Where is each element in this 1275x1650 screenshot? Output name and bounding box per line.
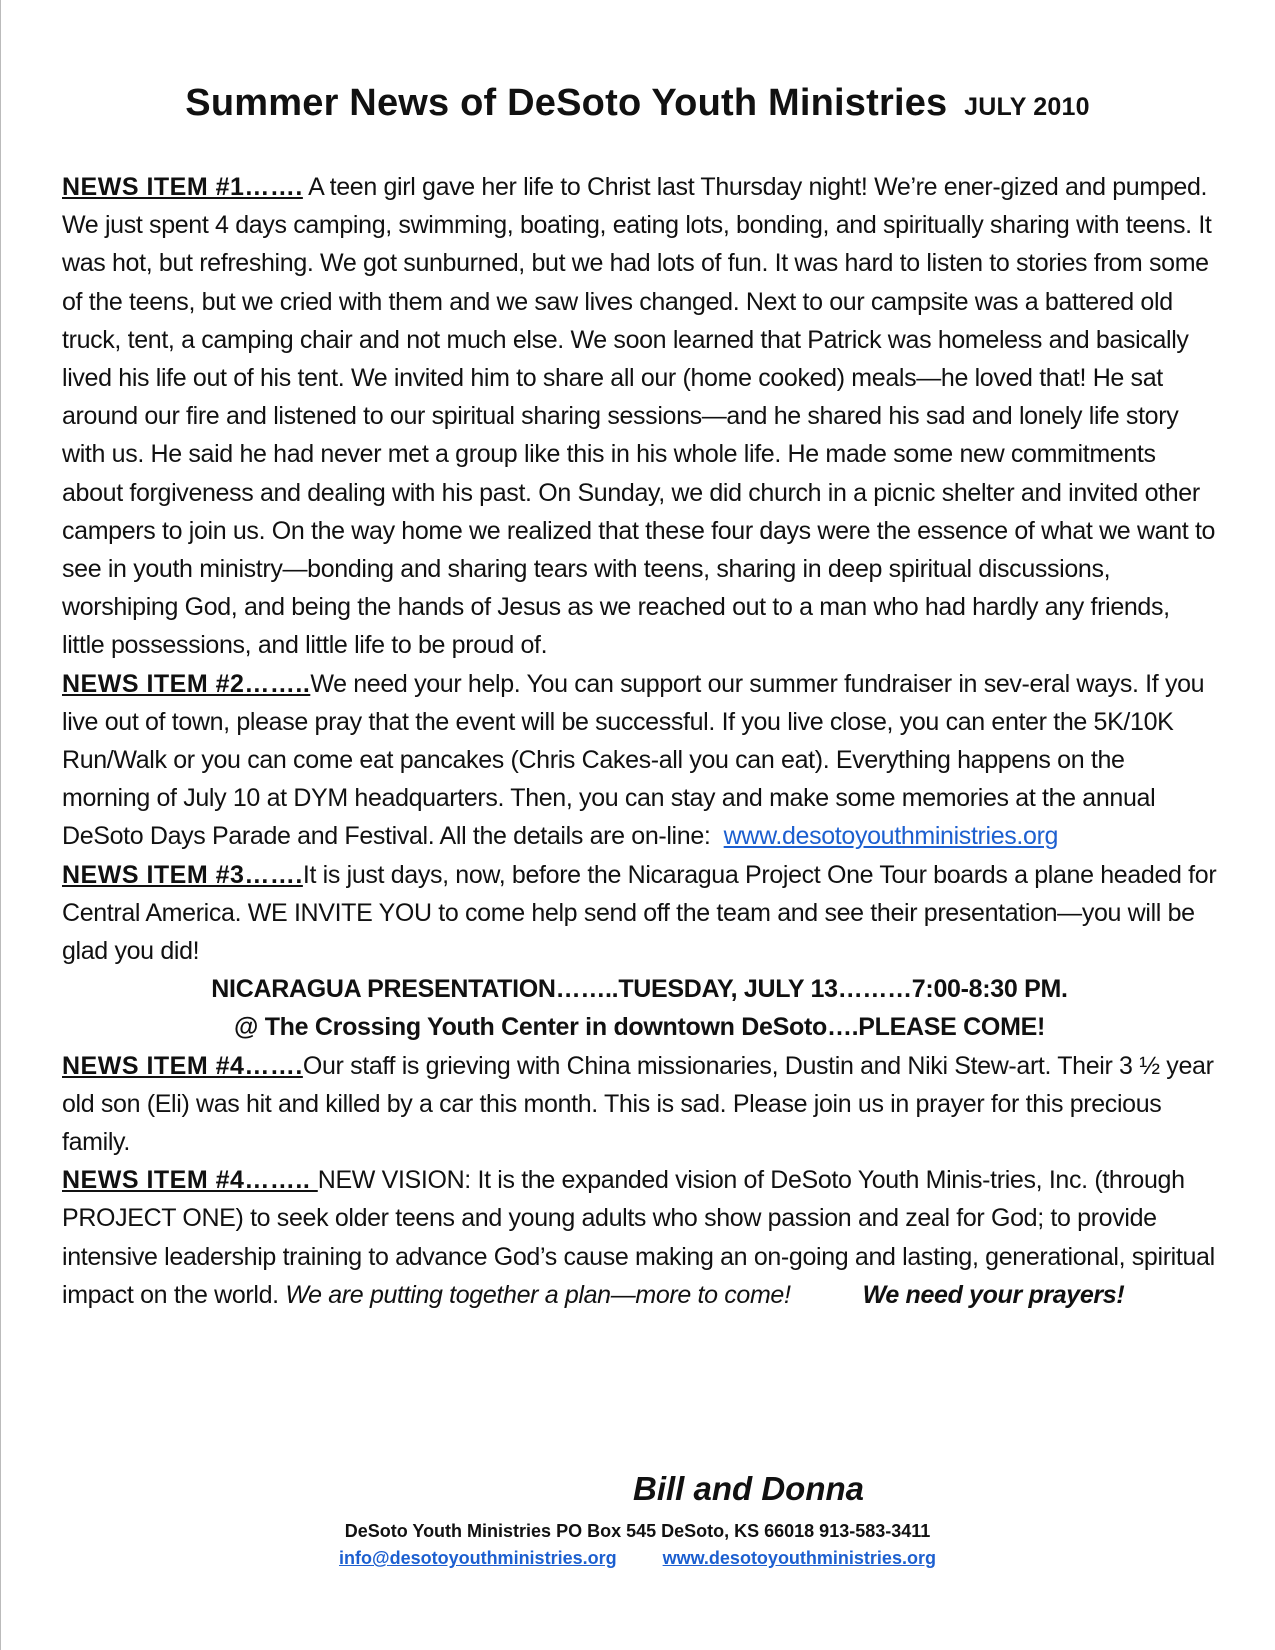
footer	[0, 1518, 1275, 1572]
news-item-5-label: NEWS ITEM #4……..	[62, 1166, 318, 1195]
title-date: JULY 2010	[964, 93, 1090, 121]
page-title	[0, 82, 1275, 125]
news-item-3	[62, 856, 1217, 971]
news-item-3-label: NEWS ITEM #3…….	[62, 860, 303, 889]
news-item-1-label: NEWS ITEM #1…….	[62, 173, 303, 201]
news-item-4-text: Our staff is grieving with China missionaries, Dustin and Niki Stew-art. Their 3 ½ year old son (Eli) was hit and killed by a car this month. This is sad. Please join us in prayer for this precious family.	[62, 1051, 1214, 1157]
footer-website-link[interactable]: www.desotoyouthministries.org	[662, 1548, 936, 1568]
news-item-2-label: NEWS ITEM #2……..	[62, 669, 311, 698]
event-line-1: NICARAGUA PRESENTATION……..TUESDAY, JULY 13………7:00-8:30 PM.	[211, 975, 1068, 1004]
event-line-2: @ The Crossing Youth Center in downtown DeSoto….PLEASE COME!	[233, 1013, 1046, 1042]
news-item-1-text: A teen girl gave her life to Christ last Thursday night! We’re ener-gized and pumped. We just spent 4 days camping, swimming, boating, eating lots, bonding, and spiritually sharing with teens. It was hot, but refreshing. We got sunburned, but we had lots of fun. It was hard to listen to stories from some of the teens, but we cried with them and we saw lives changed. Next to our campsite was a battered old truck, tent, a camping chair and not much else. We soon learned that Patrick was homeless and basically lived his life out of his tent. We invited him to share all our (home cooked) meals—he loved that! He sat around our fire and listened to our spiritual sharing sessions—and he shared his sad and lonely life story with us. He said he had never met a group like this in his whole life. He made some new commitments about forgiveness and dealing with his past. On Sunday, we did church in a picnic shelter and invited other campers to join us. On the way home we realized that these four days were the essence of what we want to see in youth ministry—bonding and sharing tears with teens, sharing in deep spiritual discussions, worshiping God, and being the hands of Jesus as we reached out to a man who had hardly any friends, little possessions, and little life to be proud of.	[62, 173, 1216, 660]
signature: Bill and Donna	[633, 1470, 864, 1507]
news-item-5-italic: We are putting together a plan—more to come!	[285, 1280, 791, 1309]
website-link[interactable]: www.desotoyouthministries.org	[723, 822, 1059, 851]
news-item-5-text: NEW VISION: It is the expanded vision of DeSoto Youth Minis-tries, Inc. (through PROJECT ONE) to seek older teens and young adults who show passion and zeal for God; to provide intensive leadership training to advance God’s cause making an on-going and lasting, generational, spiritual impact on the world.	[62, 1166, 1215, 1309]
footer-links	[0, 1545, 1275, 1572]
page-border	[0, 0, 1, 1650]
prayer-request: We need your prayers!	[862, 1280, 1125, 1309]
footer-address: DeSoto Youth Ministries PO Box 545 DeSoto, KS 66018 913-583-3411	[344, 1521, 931, 1541]
news-item-2	[62, 665, 1217, 856]
title-text: Summer News of DeSoto Youth Ministries	[185, 82, 948, 124]
newsletter-body	[62, 168, 1217, 1314]
news-item-4-label: NEWS ITEM #4…….	[62, 1051, 303, 1080]
news-item-3-text: It is just days, now, before the Nicaragua Project One Tour boards a plane headed for Central America. WE INVITE YOU to come help send off the team and see their presentation—you will be glad you did!	[62, 860, 1217, 966]
news-item-5	[62, 1161, 1217, 1314]
news-item-2-text: We need your help. You can support our summer fundraiser in sev-eral ways. If you live out of town, please pray that the event will be successful. If you live close, you can enter the 5K/10K Run/Walk or you can come eat pancakes (Chris Cakes-all you can eat). Everything happens on the morning of July 10 at DYM headquarters. Then, you can stay and make some memories at the annual DeSoto Days Parade and Festival. All the details are on-line:	[62, 669, 1205, 851]
footer-email-link[interactable]: info@desotoyouthministries.org	[339, 1548, 617, 1568]
news-item-4	[62, 1047, 1217, 1162]
news-item-1	[62, 168, 1217, 665]
